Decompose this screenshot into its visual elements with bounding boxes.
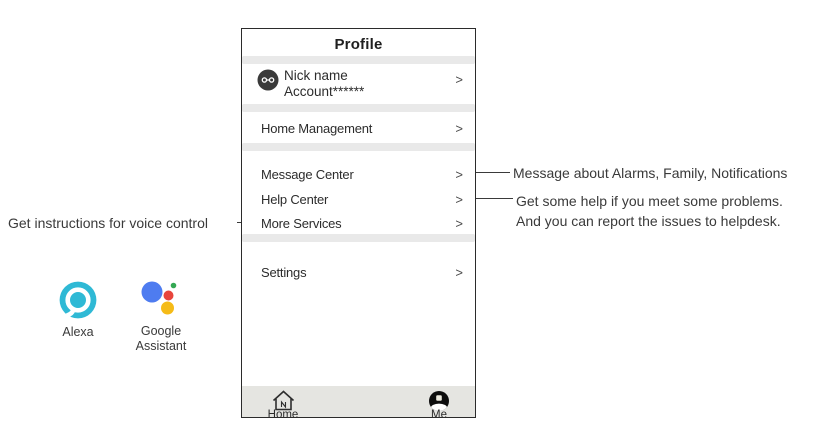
bottom-nav-bar (242, 386, 475, 421)
row-home-management[interactable] (242, 119, 475, 137)
page-title: Profile (334, 36, 383, 53)
nav-me-label: Me (431, 409, 447, 421)
chevron-right-icon: > (455, 215, 463, 231)
row-label: Home Management (261, 120, 373, 136)
row-label: Settings (261, 264, 307, 280)
chevron-right-icon: > (455, 120, 463, 136)
row-label: More Services (261, 215, 342, 231)
account-nickname: Nick name (284, 68, 348, 83)
account-row[interactable] (242, 64, 475, 104)
row-label: Message Center (261, 166, 354, 182)
chevron-right-icon: > (455, 191, 463, 207)
google-assistant-label: Google Assistant (135, 324, 187, 353)
annotation-help-center-line2: And you can report the issues to helpdesk. (516, 213, 781, 229)
annotation-help-center-line1: Get some help if you meet some problems. (516, 193, 783, 209)
account-id: Account****** (284, 84, 365, 99)
row-message-center[interactable] (242, 165, 475, 183)
nav-tab-home[interactable] (260, 388, 306, 421)
row-more-services[interactable] (242, 214, 475, 232)
google-assistant-icon (140, 280, 182, 320)
alexa-icon (59, 281, 97, 319)
separator-band (242, 104, 475, 112)
nav-tab-me[interactable] (416, 390, 462, 421)
alexa-app-tile[interactable] (47, 281, 109, 340)
annotation-voice-control: Get instructions for voice control (8, 215, 208, 231)
profile-screen (241, 28, 476, 421)
annotation-message-center: Message about Alarms, Family, Notifications (513, 165, 788, 181)
separator-band (242, 143, 475, 151)
row-help-center[interactable] (242, 190, 475, 208)
separator-band (242, 234, 475, 242)
chevron-right-icon: > (455, 264, 463, 280)
nav-home-label: Home (267, 409, 299, 421)
annotation-help-center (516, 191, 783, 231)
row-settings[interactable] (242, 263, 475, 281)
chevron-right-icon: > (455, 72, 463, 87)
separator-band (242, 56, 475, 64)
google-assistant-app-tile[interactable] (128, 280, 194, 354)
row-label: Help Center (261, 191, 329, 207)
alexa-label: Alexa (62, 325, 94, 339)
chevron-right-icon: > (455, 166, 463, 182)
user-avatar-icon (257, 69, 279, 91)
